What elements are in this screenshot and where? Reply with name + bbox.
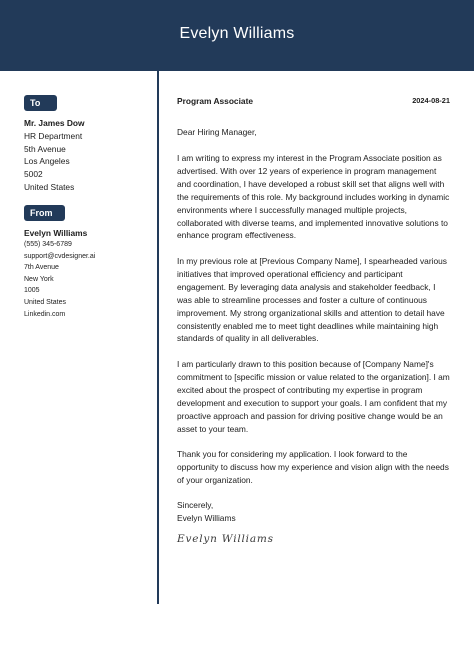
paragraph-4: Thank you for considering my application. I look forward to the opportunity to discuss how my experience and vision align with the needs of your organization. (177, 449, 449, 485)
position-title: Program Associate (177, 96, 254, 106)
paragraph-3: I am particularly drawn to this position because of [Company Name]'s commitment to [specific mission or value related to the organization]. I am excited about the prospect of contributing my expertise in program development and execution to support your goals. I am confident that my proactive approach and passion for driving positive change would be an asset to your team. (177, 359, 450, 434)
recipient-department: HR Department (24, 130, 83, 141)
vertical-divider (157, 71, 159, 604)
sender-email[interactable]: support@cvdesigner.ai (24, 252, 96, 260)
paragraph-1: I am writing to express my interest in the Program Associate position as advertised. With over 12 years of experience in program management and coordination, I have developed a robust skill set that aligns well with the requirements of this role. My background includes working in dynamic environments where I successfully managed multiple projects, collaborated with diverse teams, and implemented innovative solutions to enhance program effectiveness. (177, 153, 450, 241)
closing-block (177, 499, 450, 525)
header-banner (0, 0, 474, 71)
handwritten-signature: Evelyn Williams (177, 533, 274, 545)
sender-name: Evelyn Williams (24, 228, 88, 238)
letter-header-row (177, 96, 450, 110)
sender-city: New York (24, 275, 54, 283)
recipient-street: 5th Avenue (24, 143, 66, 154)
salutation: Dear Hiring Manager, (177, 127, 257, 137)
closing-name: Evelyn Williams (177, 512, 236, 523)
sender-block (24, 227, 149, 320)
letter-body (177, 96, 450, 545)
from-label-badge: From (24, 205, 65, 221)
recipient-country: United States (24, 181, 75, 192)
recipient-name: Mr. James Dow (24, 118, 85, 128)
paragraph-2: In my previous role at [Previous Company Name], I spearheaded various initiatives that improved operational efficiency and participant engagement. By leveraging data analysis and stakeholder feedback, I was able to streamline processes and foster a culture of continuous improvement. My strong organizational skills and attention to detail have consistently enabled me to meet tight deadlines while maintaining high standards of quality in all deliverables. (177, 256, 447, 344)
sender-country: United States (24, 298, 67, 306)
to-label-badge: To (24, 95, 57, 111)
letter-date: 2024-08-21 (412, 96, 450, 105)
sender-phone[interactable]: (555) 345-6789 (24, 241, 72, 248)
recipient-zip: 5002 (24, 169, 43, 180)
sender-linkedin-link[interactable]: Linkedin.com (24, 310, 66, 318)
recipient-city: Los Angeles (24, 156, 70, 167)
sender-zip: 1005 (24, 287, 40, 295)
sender-street: 7th Avenue (24, 264, 59, 272)
applicant-name-title: Evelyn Williams (179, 25, 295, 42)
closing-phrase: Sincerely, (177, 500, 214, 510)
recipient-block (24, 117, 149, 194)
